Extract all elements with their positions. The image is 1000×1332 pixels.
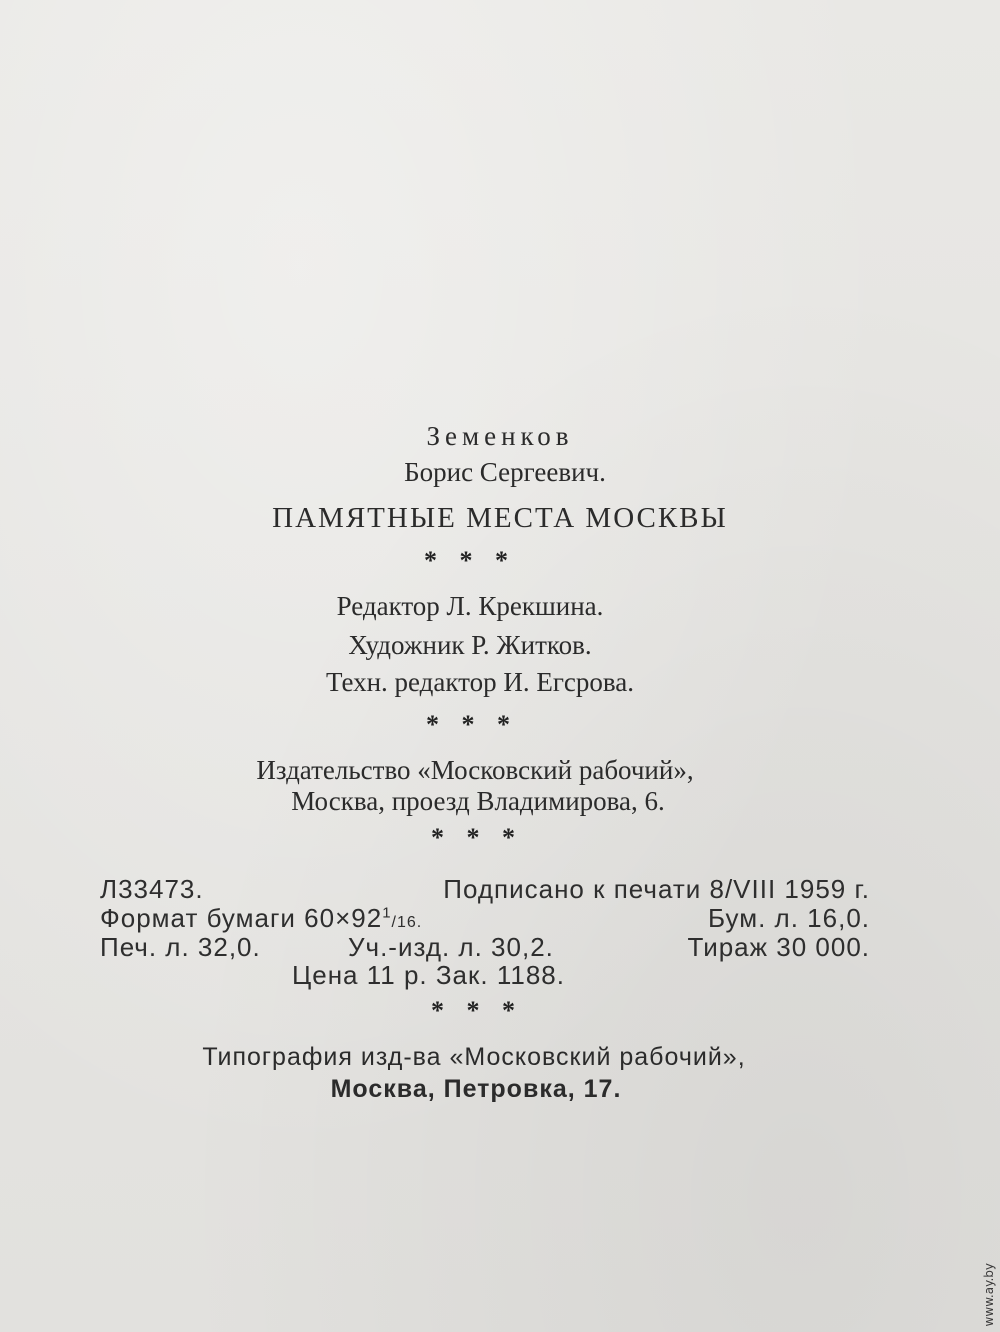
artist-credit: Художник Р. Житков. (348, 630, 592, 660)
book-title: ПАМЯТНЫЕ МЕСТА МОСКВЫ (272, 502, 728, 534)
separator-3: * * * (431, 823, 523, 852)
printed-sheets: Печ. л. 32,0. (100, 932, 261, 962)
tech-editor-credit: Техн. редактор И. Егсрова. (325, 667, 635, 697)
author-name: Борис Сергеевич. (404, 457, 606, 487)
site-watermark: www.ay.by (982, 1262, 996, 1326)
editor-credit: Редактор Л. Крекшина. (336, 591, 604, 621)
paper-format: Формат бумаги $60\times 92^1/16$. (100, 903, 423, 933)
print-info-row-2 (100, 903, 870, 933)
circulation: Тираж 30 000. (687, 932, 870, 962)
paper-sheets: Бум. л. 16,0. (708, 903, 870, 933)
price-order: Цена 11 р. Зак. 1188. (292, 960, 565, 990)
publisher-name: Издательство «Московский рабочий», (256, 755, 694, 785)
separator-2: * * * (426, 710, 518, 739)
print-info-row-4 (100, 960, 870, 990)
catalog-code: Л33473. (100, 874, 204, 904)
publisher-address: Москва, проезд Владимирова, 6. (291, 786, 665, 816)
separator-1: * * * (424, 546, 516, 575)
signed-to-print: Подписано к печати 8/VIII 1959 г. (443, 874, 870, 904)
print-info-row-1 (100, 874, 870, 904)
edition-sheets: Уч.-изд. л. 30,2. (348, 932, 554, 962)
separator-4: * * * (431, 996, 523, 1025)
author-surname: Земенков (426, 421, 574, 451)
printer-address: Москва, Петровка, 17. (330, 1075, 622, 1103)
printer-name: Типография изд-ва «Московский рабочий», (202, 1043, 746, 1071)
print-info-row-3 (100, 932, 870, 962)
